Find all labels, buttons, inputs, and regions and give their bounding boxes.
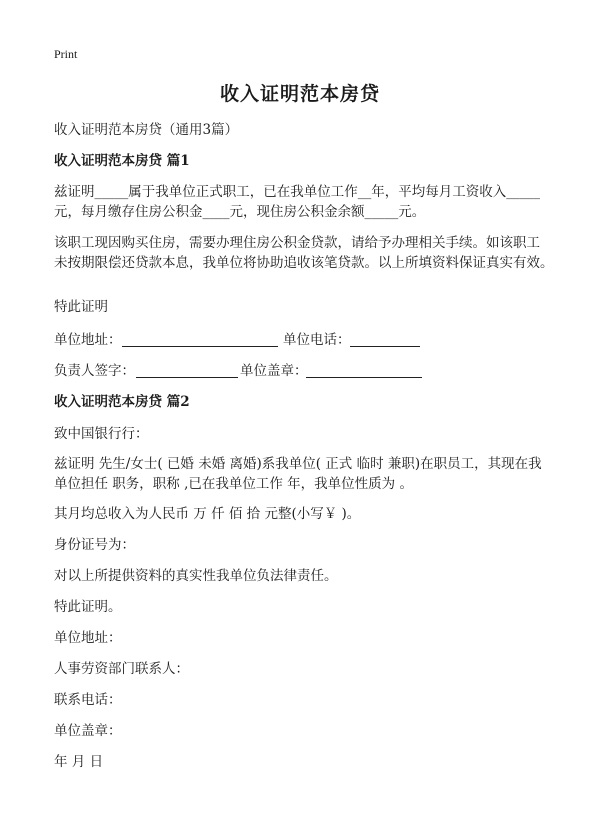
article2-date: 年 月 日 [54,754,104,770]
article1-para1-line2: 元，每月缴存住房公积金____元，现住房公积金余额_____元。 [54,204,426,220]
intro-text: 收入证明范本房贷（通用3篇） [54,122,239,138]
article2-hr-contact: 人事劳资部门联系人： [54,661,189,677]
article2-address: 单位地址： [54,630,122,646]
article2-seal: 单位盖章： [54,723,122,739]
article2-id-number: 身份证号为： [54,537,135,553]
article1-address-label: 单位地址： [54,332,122,348]
article2-certify: 特此证明。 [54,599,122,615]
article2-income: 其月均总收入为人民币 万 仟 佰 拾 元整(小写￥ )。 [54,506,361,522]
address-blank-line [122,346,278,347]
article1-signer-label: 负责人签字： [54,363,135,379]
article1-para1-line1: 兹证明_____属于我单位正式职工，已在我单位工作__年，平均每月工资收入_____ [54,184,540,200]
print-label: Print [54,47,78,61]
signer-blank-line [136,377,238,378]
article1-para2-line1: 该职工现因购买住房，需要办理住房公积金贷款，请给予办理相关手续。如该职工 [54,235,540,251]
article2-phone: 联系电话： [54,692,122,708]
article2-heading: 收入证明范本房贷 篇2 [54,394,190,410]
article1-seal-label: 单位盖章： [240,363,308,379]
article1-certify: 特此证明 [54,299,108,315]
seal-blank-line [306,377,422,378]
phone-blank-line [350,346,420,347]
article2-responsibility: 对以上所提供资料的真实性我单位负法律责任。 [54,568,338,584]
article2-para1-line2: 单位担任 职务，职称 ,已在我单位工作 年，我单位性质为 。 [54,476,413,492]
article2-salutation: 致中国银行行： [54,426,149,442]
article2-para1-line1: 兹证明 先生/女士( 已婚 未婚 离婚)系我单位( 正式 临时 兼职)在职员工，其现在我 [54,456,542,472]
article1-heading: 收入证明范本房贷 篇1 [54,153,190,169]
article1-para2-line2: 未按期限偿还贷款本息，我单位将协助追收该笔贷款。以上所填资料保证真实有效。 [54,255,554,271]
document-title: 收入证明范本房贷 [219,83,380,105]
article1-phone-label: 单位电话： [283,332,351,348]
